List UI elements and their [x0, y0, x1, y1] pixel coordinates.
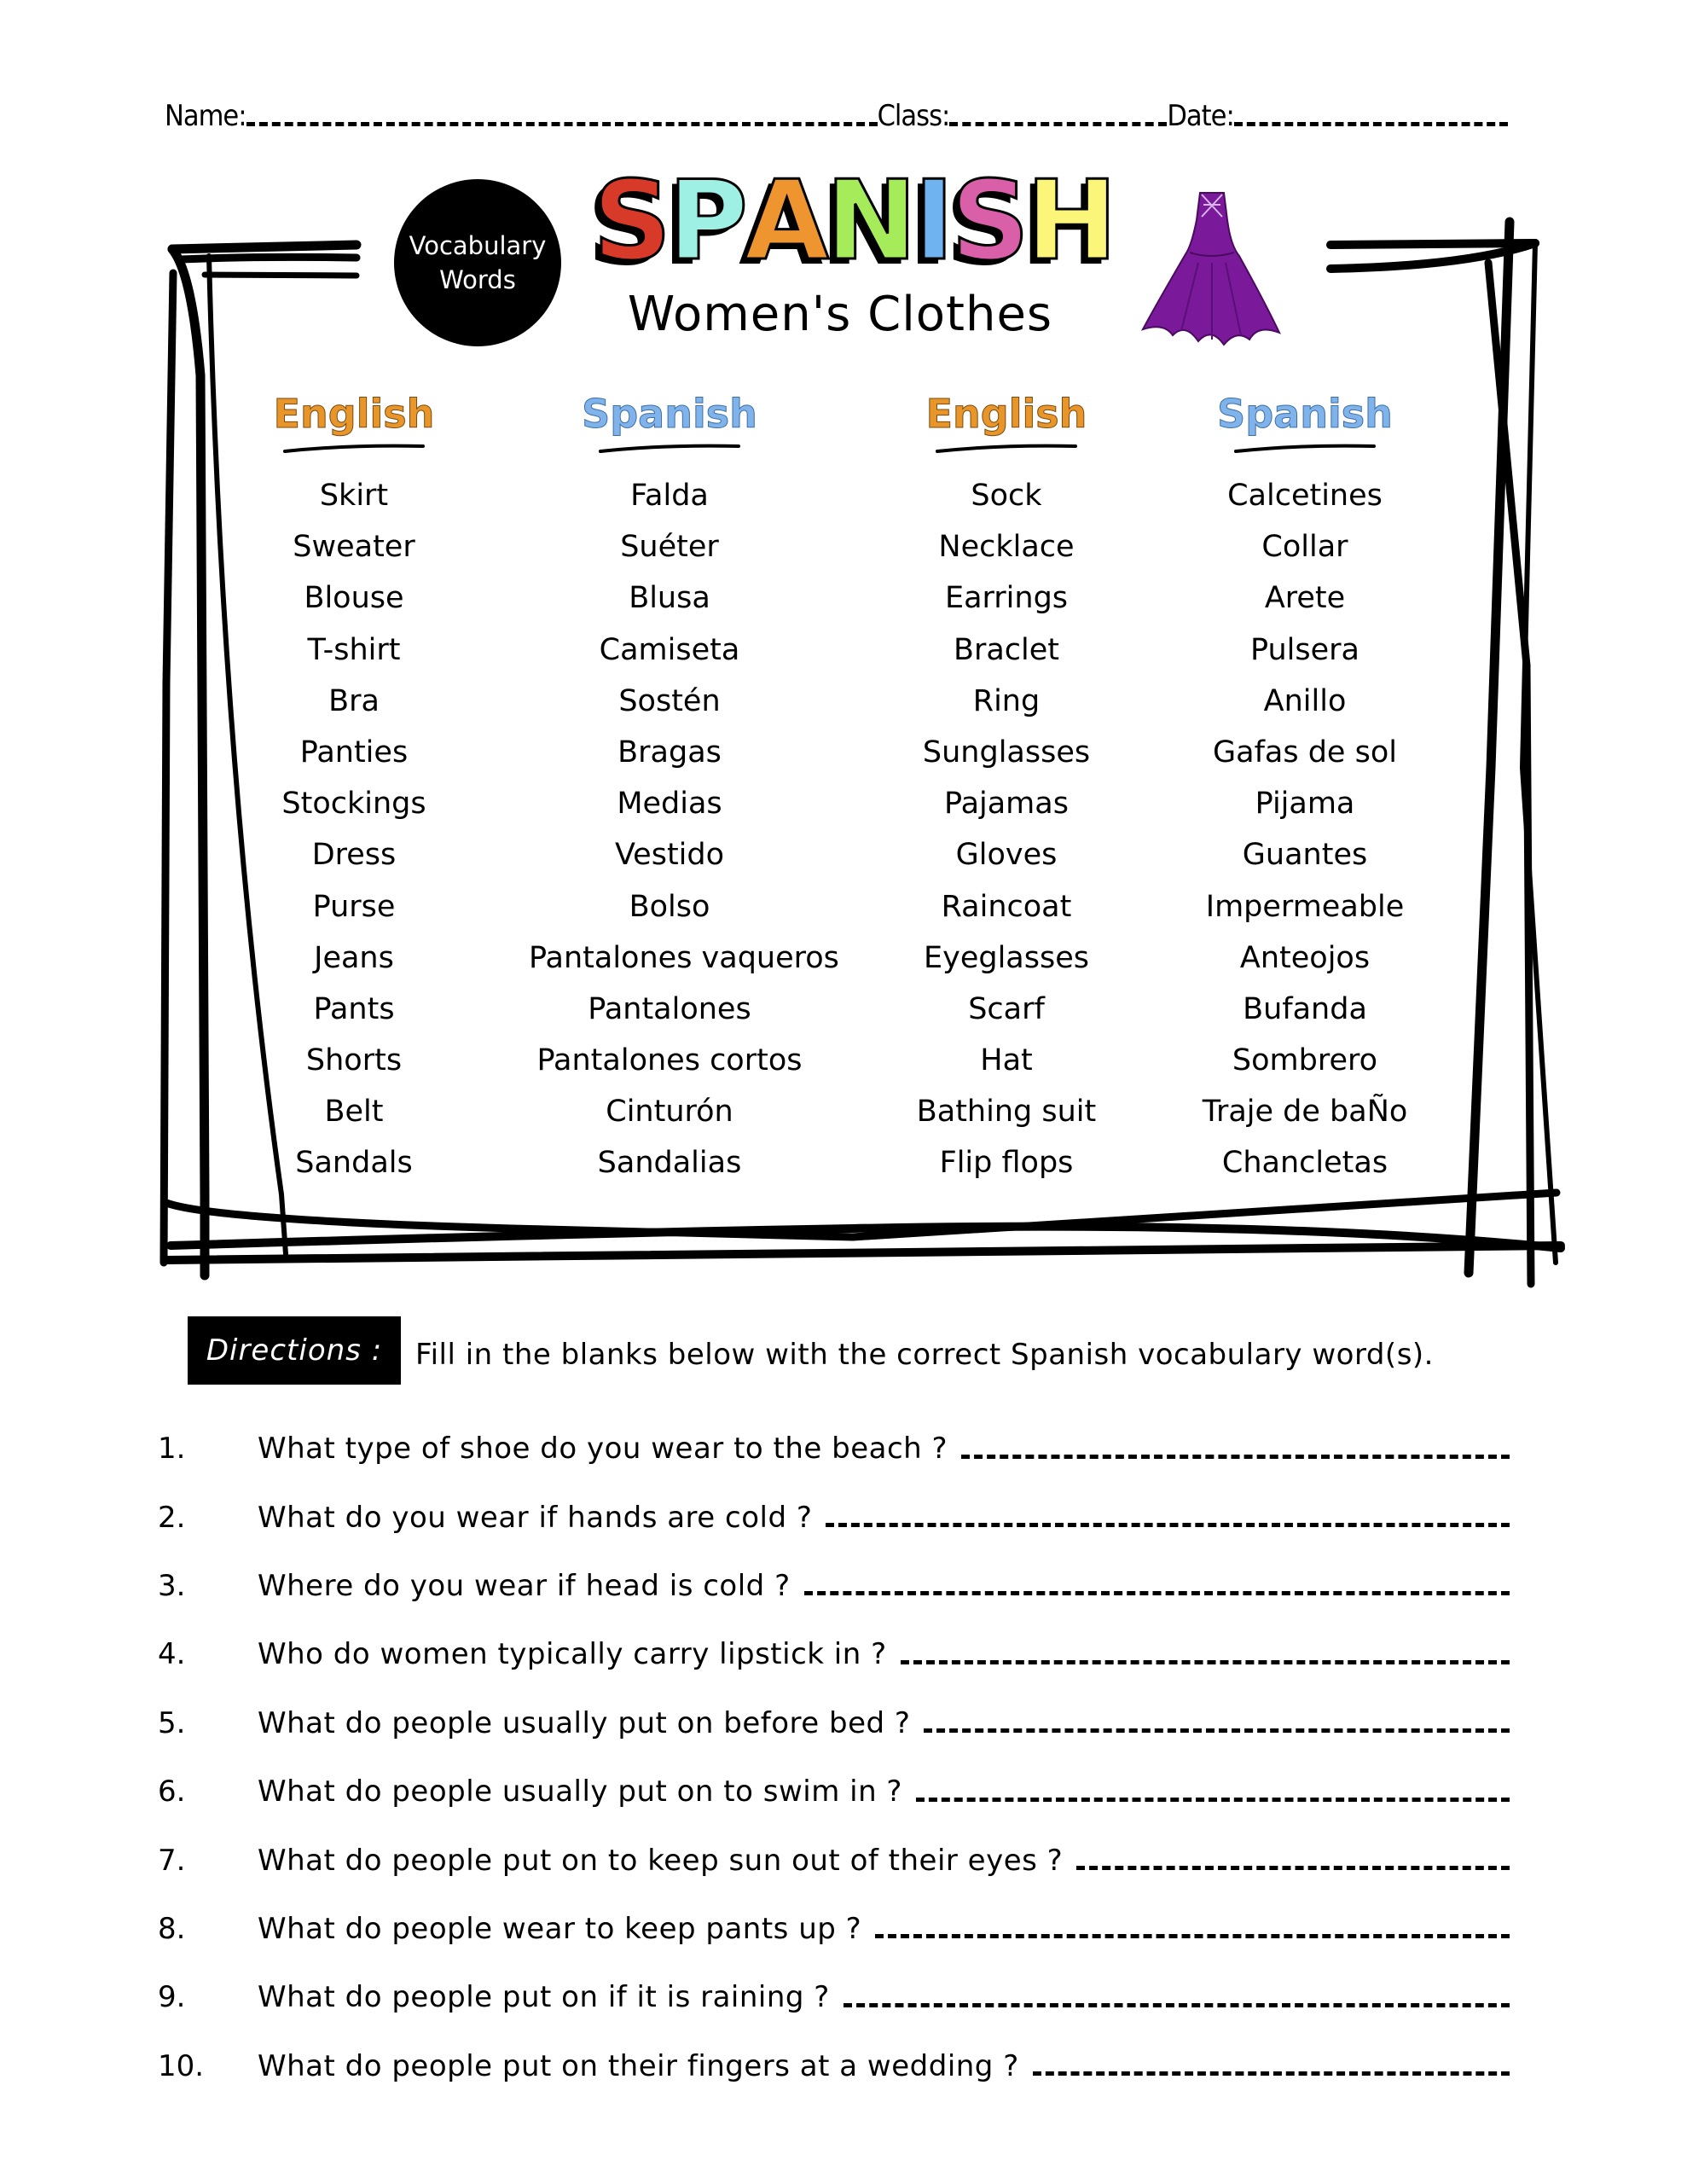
vocabulary-words-badge: [394, 179, 561, 346]
vocab-word: Sock: [971, 479, 1042, 513]
vocab-word: Hat: [980, 1043, 1033, 1078]
vocab-word: Sandalias: [597, 1146, 742, 1181]
question-row: [158, 1620, 1510, 1688]
vocab-word: Anillo: [1263, 683, 1347, 718]
directions-text: Fill in the blanks below with the correct Spanish vocabulary word(s).: [415, 1338, 1434, 1372]
vocab-word: Sweater: [293, 530, 415, 565]
question-row: [158, 1552, 1510, 1620]
question-row: [158, 1963, 1510, 2031]
title-letter-s1: S: [593, 158, 669, 285]
question-text: What do people put on to keep sun out of their eyes ?: [258, 1843, 1064, 1878]
question-text: What do people usually put on to swim in ?: [258, 1774, 902, 1809]
title-letter-i: I: [913, 158, 951, 285]
answer-blank[interactable]: [1033, 2071, 1510, 2076]
vocab-word: Jeans: [314, 940, 394, 975]
column-header-spanish: Spanish: [1217, 391, 1393, 437]
question-row: [158, 1483, 1510, 1551]
vocab-word: Collar: [1261, 530, 1348, 565]
question-row: [158, 2032, 1510, 2100]
vocab-word: Calcetines: [1227, 479, 1383, 513]
student-info-header: [165, 92, 1508, 133]
vocab-word: Cinturón: [606, 1095, 733, 1130]
title-letter-n: N: [826, 158, 914, 285]
question-number: 1.: [158, 1432, 186, 1467]
answer-blank[interactable]: [875, 1934, 1510, 1938]
vocab-column-english-1: [213, 388, 495, 1189]
answer-blank[interactable]: [924, 1728, 1510, 1733]
vocab-column-spanish-1: [529, 388, 839, 1189]
question-number: 8.: [158, 1911, 186, 1946]
column-header-spanish: Spanish: [582, 391, 757, 437]
title-letter-p: P: [668, 158, 745, 285]
vocab-word: Bolso: [629, 889, 710, 924]
vocab-word: Gloves: [955, 838, 1058, 873]
vocab-word: Pantalones vaqueros: [529, 940, 839, 975]
answer-blank[interactable]: [804, 1591, 1510, 1595]
directions-label: Directions :: [188, 1316, 401, 1385]
vocab-word: Ring: [972, 683, 1041, 718]
english-word-list: [866, 470, 1147, 1189]
purple-dress-icon: [1139, 186, 1292, 348]
vocab-word: Pantalones: [588, 991, 751, 1026]
answer-blank[interactable]: [1076, 1866, 1510, 1870]
vocab-word: Braclet: [953, 632, 1060, 667]
vocab-word: Stockings: [281, 787, 426, 822]
vocab-word: Dress: [311, 838, 397, 873]
vocab-word: Bragas: [617, 735, 722, 770]
question-text: What do people put on their fingers at a wedding ?: [258, 2048, 1019, 2083]
english-word-list: [213, 470, 495, 1189]
name-field[interactable]: [246, 122, 878, 126]
column-header-english: English: [273, 391, 435, 437]
answer-blank[interactable]: [916, 1798, 1510, 1802]
vocab-word: Chancletas: [1221, 1146, 1388, 1181]
date-field[interactable]: [1234, 122, 1508, 126]
vocab-word: Earrings: [944, 581, 1069, 616]
vocab-word: T-shirt: [307, 632, 401, 667]
question-number: 7.: [158, 1843, 186, 1878]
vocab-word: Skirt: [319, 479, 389, 513]
vocab-column-english-2: [866, 388, 1147, 1189]
question-row: [158, 1895, 1510, 1963]
vocab-word: Pajamas: [944, 787, 1069, 822]
class-label: Class:: [877, 99, 950, 133]
vocab-word: Sunglasses: [922, 735, 1091, 770]
vocab-column-spanish-2: [1164, 388, 1446, 1189]
worksheet-subtitle: Women's Clothes: [627, 287, 1053, 342]
header-underline: [597, 443, 742, 455]
question-row: [158, 1757, 1510, 1826]
vocab-word: Pants: [313, 991, 395, 1026]
vocab-word: Necklace: [938, 530, 1075, 565]
vocab-word: Blouse: [304, 581, 404, 616]
spanish-word-list: [1164, 470, 1446, 1189]
question-text: What do you wear if hands are cold ?: [258, 1500, 813, 1535]
answer-blank[interactable]: [901, 1660, 1510, 1664]
vocab-word: Sombrero: [1232, 1043, 1378, 1078]
question-number: 2.: [158, 1500, 186, 1535]
vocab-word: Gafas de sol: [1213, 735, 1397, 770]
question-text: What type of shoe do you wear to the beach ?: [258, 1432, 948, 1467]
vocab-word: Purse: [312, 889, 396, 924]
vocab-word: Anteojos: [1239, 940, 1371, 975]
spanish-word-list: [529, 470, 839, 1189]
title-letter-h: H: [1026, 158, 1115, 285]
class-field[interactable]: [949, 122, 1167, 126]
question-text: Where do you wear if head is cold ?: [258, 1568, 791, 1603]
title-letter-a: A: [745, 158, 826, 285]
vocab-word: Flip flops: [939, 1146, 1074, 1181]
vocab-word: Guantes: [1242, 838, 1368, 873]
question-number: 10.: [158, 2048, 205, 2083]
question-number: 4.: [158, 1637, 186, 1672]
question-row: [158, 1414, 1510, 1483]
question-row: [158, 1689, 1510, 1757]
question-text: What do people put on if it is raining ?: [258, 1980, 830, 2015]
question-number: 9.: [158, 1980, 186, 2015]
vocab-word: Panties: [299, 735, 409, 770]
header-underline: [281, 443, 426, 455]
date-label: Date:: [1167, 99, 1234, 133]
answer-blank[interactable]: [961, 1455, 1510, 1459]
question-text: Who do women typically carry lipstick in ?: [258, 1637, 887, 1672]
vocab-word: Medias: [617, 787, 722, 822]
vocab-word: Falda: [630, 479, 709, 513]
question-number: 3.: [158, 1568, 186, 1603]
name-label: Name:: [165, 99, 246, 133]
header-underline: [934, 443, 1079, 455]
vocab-word: Belt: [324, 1095, 384, 1130]
question-text: What do people usually put on before bed ?: [258, 1705, 911, 1740]
question-number: 5.: [158, 1705, 186, 1740]
vocab-word: Traje de baÑo: [1202, 1095, 1408, 1130]
vocab-word: Vestido: [614, 838, 725, 873]
vocab-word: Eyeglasses: [924, 940, 1089, 975]
question-number: 6.: [158, 1774, 186, 1809]
badge-line-1: Vocabulary: [409, 231, 547, 260]
vocab-word: Camiseta: [599, 632, 740, 667]
answer-blank[interactable]: [844, 2003, 1510, 2007]
vocab-word: Arete: [1264, 581, 1346, 616]
title-letter-s2: S: [950, 158, 1026, 285]
vocab-word: Pijama: [1255, 787, 1355, 822]
vocab-word: Raincoat: [941, 889, 1072, 924]
vocab-word: Shorts: [305, 1043, 403, 1078]
answer-blank[interactable]: [826, 1523, 1510, 1527]
badge-line-2: Words: [439, 265, 516, 294]
vocab-word: Impermeable: [1205, 889, 1405, 924]
vocab-word: Blusa: [629, 581, 710, 616]
spanish-title: [593, 158, 1115, 285]
header-underline: [1232, 443, 1377, 455]
vocab-word: Sandals: [295, 1146, 413, 1181]
vocab-word: Bathing suit: [916, 1095, 1097, 1130]
vocab-word: Pulsera: [1249, 632, 1359, 667]
question-text: What do people wear to keep pants up ?: [258, 1911, 862, 1946]
vocab-word: Sostén: [618, 683, 721, 718]
question-list: [158, 1414, 1510, 2100]
question-row: [158, 1826, 1510, 1894]
column-header-english: English: [925, 391, 1087, 437]
vocab-word: Bra: [328, 683, 380, 718]
vocab-word: Suéter: [620, 530, 719, 565]
vocab-word: Bufanda: [1243, 991, 1367, 1026]
vocab-word: Scarf: [968, 991, 1045, 1026]
vocab-word: Pantalones cortos: [536, 1043, 803, 1078]
